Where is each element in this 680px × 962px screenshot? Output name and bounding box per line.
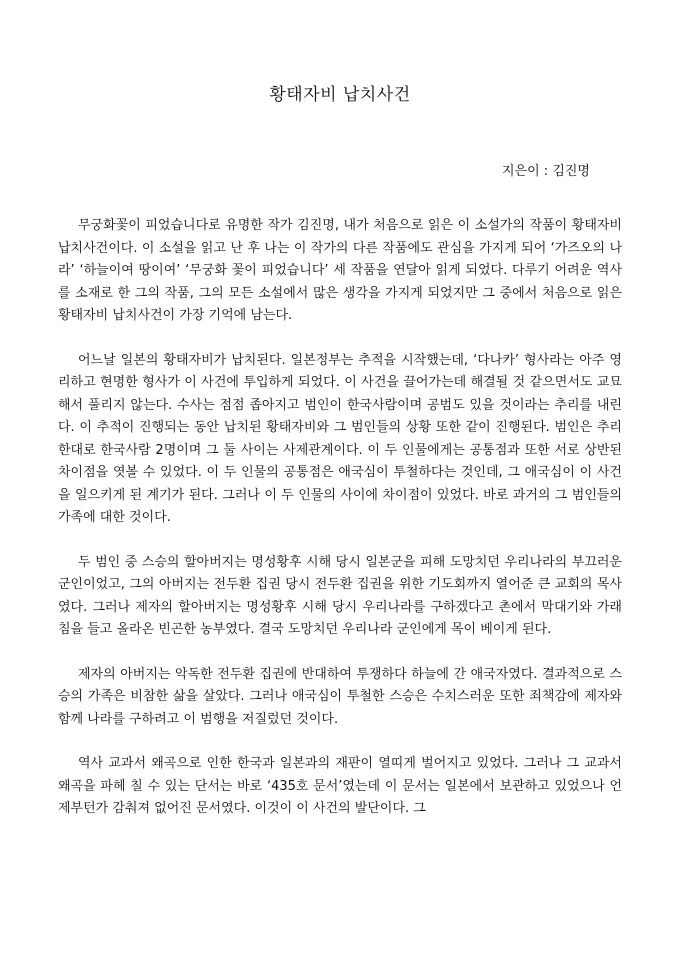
- author-line: 지은이 : 김진명: [502, 164, 590, 179]
- paragraph: 어느날 일본의 황태자비가 납치된다. 일본정부는 추적을 시작했는데, ‘다나카’ 형사라는 아주 영리하고 현명한 형사가 이 사건에 투입하게 되었다. 이 사건을 끌어가는데 해결될 것 같으면서도 교묘해서 풀리지 않는다. 수사는 점점 좁아지고 범인이 한국사람이며 공범도 있을 것이라는 추리를 내린다. 이 추적이 진행되는 동안 납치된 황태자비와 그 범인들의 상황 또한 같이 진행된다. 범인은 추리한대로 한국사람 2명이며 그 둘 사이는 사제관계이다. 이 두 인물에게는 공통점과 또한 서로 상반된 차이점을 엿볼 수 있었다. 이 두 인물의 공통점은 애국심이 투철하다는 것인데, 그 애국심이 이 사건을 일으키게 된 계기가 된다. 그러나 이 두 인물의 사이에 차이점이 있었다. 바로 과거의 그 범인들의 가족에 대한 것이다.: [58, 352, 622, 525]
- paragraph: 역사 교과서 왜곡으로 인한 한국과 일본과의 재판이 열띠게 벌어지고 있었다. 그러나 그 교과서 왜곡을 파헤 칠 수 있는 단서는 바로 ‘435호 문서’였는데 이 문서는 일본에서 보관하고 있었으나 언제부턴가 감춰져 없어진 문서였다. 이것이 이 사건의 발단이다. 그: [58, 756, 622, 816]
- paragraph: 무궁화꽃이 피었습니다로 유명한 작가 김진명, 내가 처음으로 읽은 이 소설가의 작품이 황태자비 납치사건이다. 이 소설을 읽고 난 후 나는 이 작가의 다른 작품에도 관심을 가지게 되어 ‘가즈오의 나라’ ‘하늘이여 땅이여’ ‘무궁화 꽃이 피었습니다’ 세 작품을 연달아 읽게 되었다. 다루기 어려운 역사를 소재로 한 그의 작품, 그의 모든 소설에서 많은 생각을 가지게 되었지만 그 중에서 처음으로 읽은 황태자비 납치사건이 가장 기억에 남는다.: [58, 218, 622, 323]
- document-body: [58, 215, 622, 843]
- paragraph: 두 범인 중 스승의 할아버지는 명성황후 시해 당시 일본군을 피해 도망치던 우리나라의 부끄러운 군인이었고, 그의 아버지는 전두환 집권 당시 전두환 집권을 위한 기도회까지 열어준 큰 교회의 목사였다. 그러나 제자의 할아버지는 명성황후 시해 당시 우리나라를 구하겠다고 촌에서 막대기와 가래침을 들고 올라온 빈곤한 농부였다. 결국 도망치던 우리나라 군인에게 목이 베이게 된다.: [58, 554, 622, 637]
- document-title: 황태자비 납치사건: [269, 85, 411, 105]
- paragraph: 제자의 아버지는 악독한 전두환 집권에 반대하여 투쟁하다 하늘에 간 애국자였다. 결과적으로 스승의 가족은 비참한 삶을 살았다. 그러나 애국심이 투철한 스승은 수치스러운 또한 죄책감에 제자와 함께 나라를 구하려고 이 범행을 저질렀던 것이다.: [58, 666, 622, 727]
